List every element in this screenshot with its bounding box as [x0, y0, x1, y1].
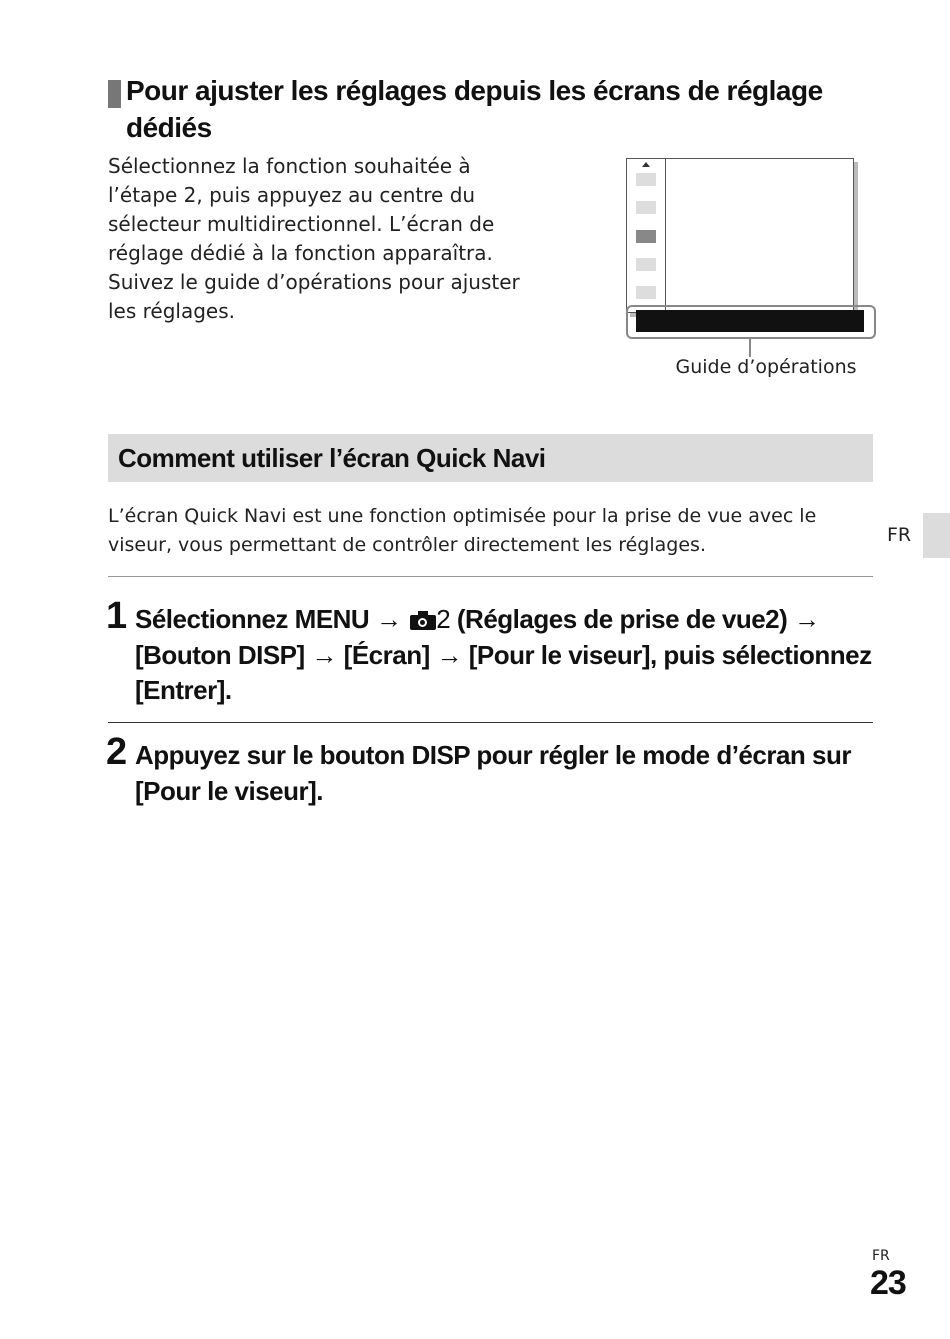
sidebar-icon [636, 201, 656, 214]
footer-language: FR [872, 1248, 890, 1264]
step-text: Sélectionnez MENU [135, 604, 370, 634]
camera-screen [626, 158, 854, 313]
body-line: l’étape 2, puis appuyez au centre du [108, 183, 476, 207]
section-marker [108, 80, 121, 108]
step-number: 2 [106, 731, 128, 773]
sidebar-icon-selected [636, 230, 656, 243]
step-number: 1 [106, 595, 128, 637]
operation-guide-highlight [626, 305, 876, 339]
body-line: Suivez le guide d’opérations pour ajuster [108, 270, 520, 294]
camera-icon [410, 611, 436, 629]
section-body [108, 152, 548, 326]
callout-line [749, 337, 751, 357]
screen-sidebar [627, 159, 666, 312]
step-text: [Bouton DISP] [135, 639, 305, 670]
step-text: [Pour le viseur], puis sélectionnez [468, 639, 872, 670]
sidebar-icon [636, 286, 656, 299]
step-text: Appuyez sur le bouton DISP pour régler le mode d’écran sur [135, 740, 851, 770]
sidebar-icon [636, 258, 656, 271]
step-instruction [135, 602, 872, 709]
language-tab [923, 513, 950, 558]
body-line: sélecteur multidirectionnel. L’écran de [108, 212, 495, 236]
menu-tab-number: 2 [436, 604, 451, 634]
step-text: [Pour le viseur]. [135, 775, 323, 806]
section-body [108, 502, 878, 560]
body-line: viseur, vous permettant de contrôler directement les réglages. [108, 534, 706, 556]
arrow-icon: → [794, 604, 820, 634]
divider [108, 722, 873, 723]
section-title: Pour ajuster les réglages depuis les écrans de réglage dédiés [126, 75, 823, 143]
section-title: Comment utiliser l’écran Quick Navi [118, 443, 546, 473]
body-line: les réglages. [108, 299, 236, 323]
step-text: [Entrer]. [135, 675, 232, 705]
settings-screen-illustration [626, 158, 876, 388]
step-text: (Réglages de prise de vue2) [456, 604, 788, 634]
arrow-icon: → [436, 639, 462, 670]
arrow-icon: → [311, 639, 337, 670]
page-number: 23 [870, 1264, 906, 1302]
body-line: réglage dédié à la fonction apparaîtra. [108, 241, 493, 265]
language-label: FR [887, 524, 912, 546]
step-text: [Écran] [343, 639, 430, 670]
sidebar-icon [636, 173, 656, 186]
divider [108, 576, 873, 577]
body-line: Sélectionnez la fonction souhaitée à [108, 154, 471, 178]
scroll-up-icon [642, 162, 650, 167]
callout-label: Guide d’opérations [675, 356, 857, 378]
arrow-icon: → [375, 604, 402, 634]
body-line: L’écran Quick Navi est une fonction optimisée pour la prise de vue avec le [108, 505, 817, 527]
step-instruction [135, 738, 865, 809]
